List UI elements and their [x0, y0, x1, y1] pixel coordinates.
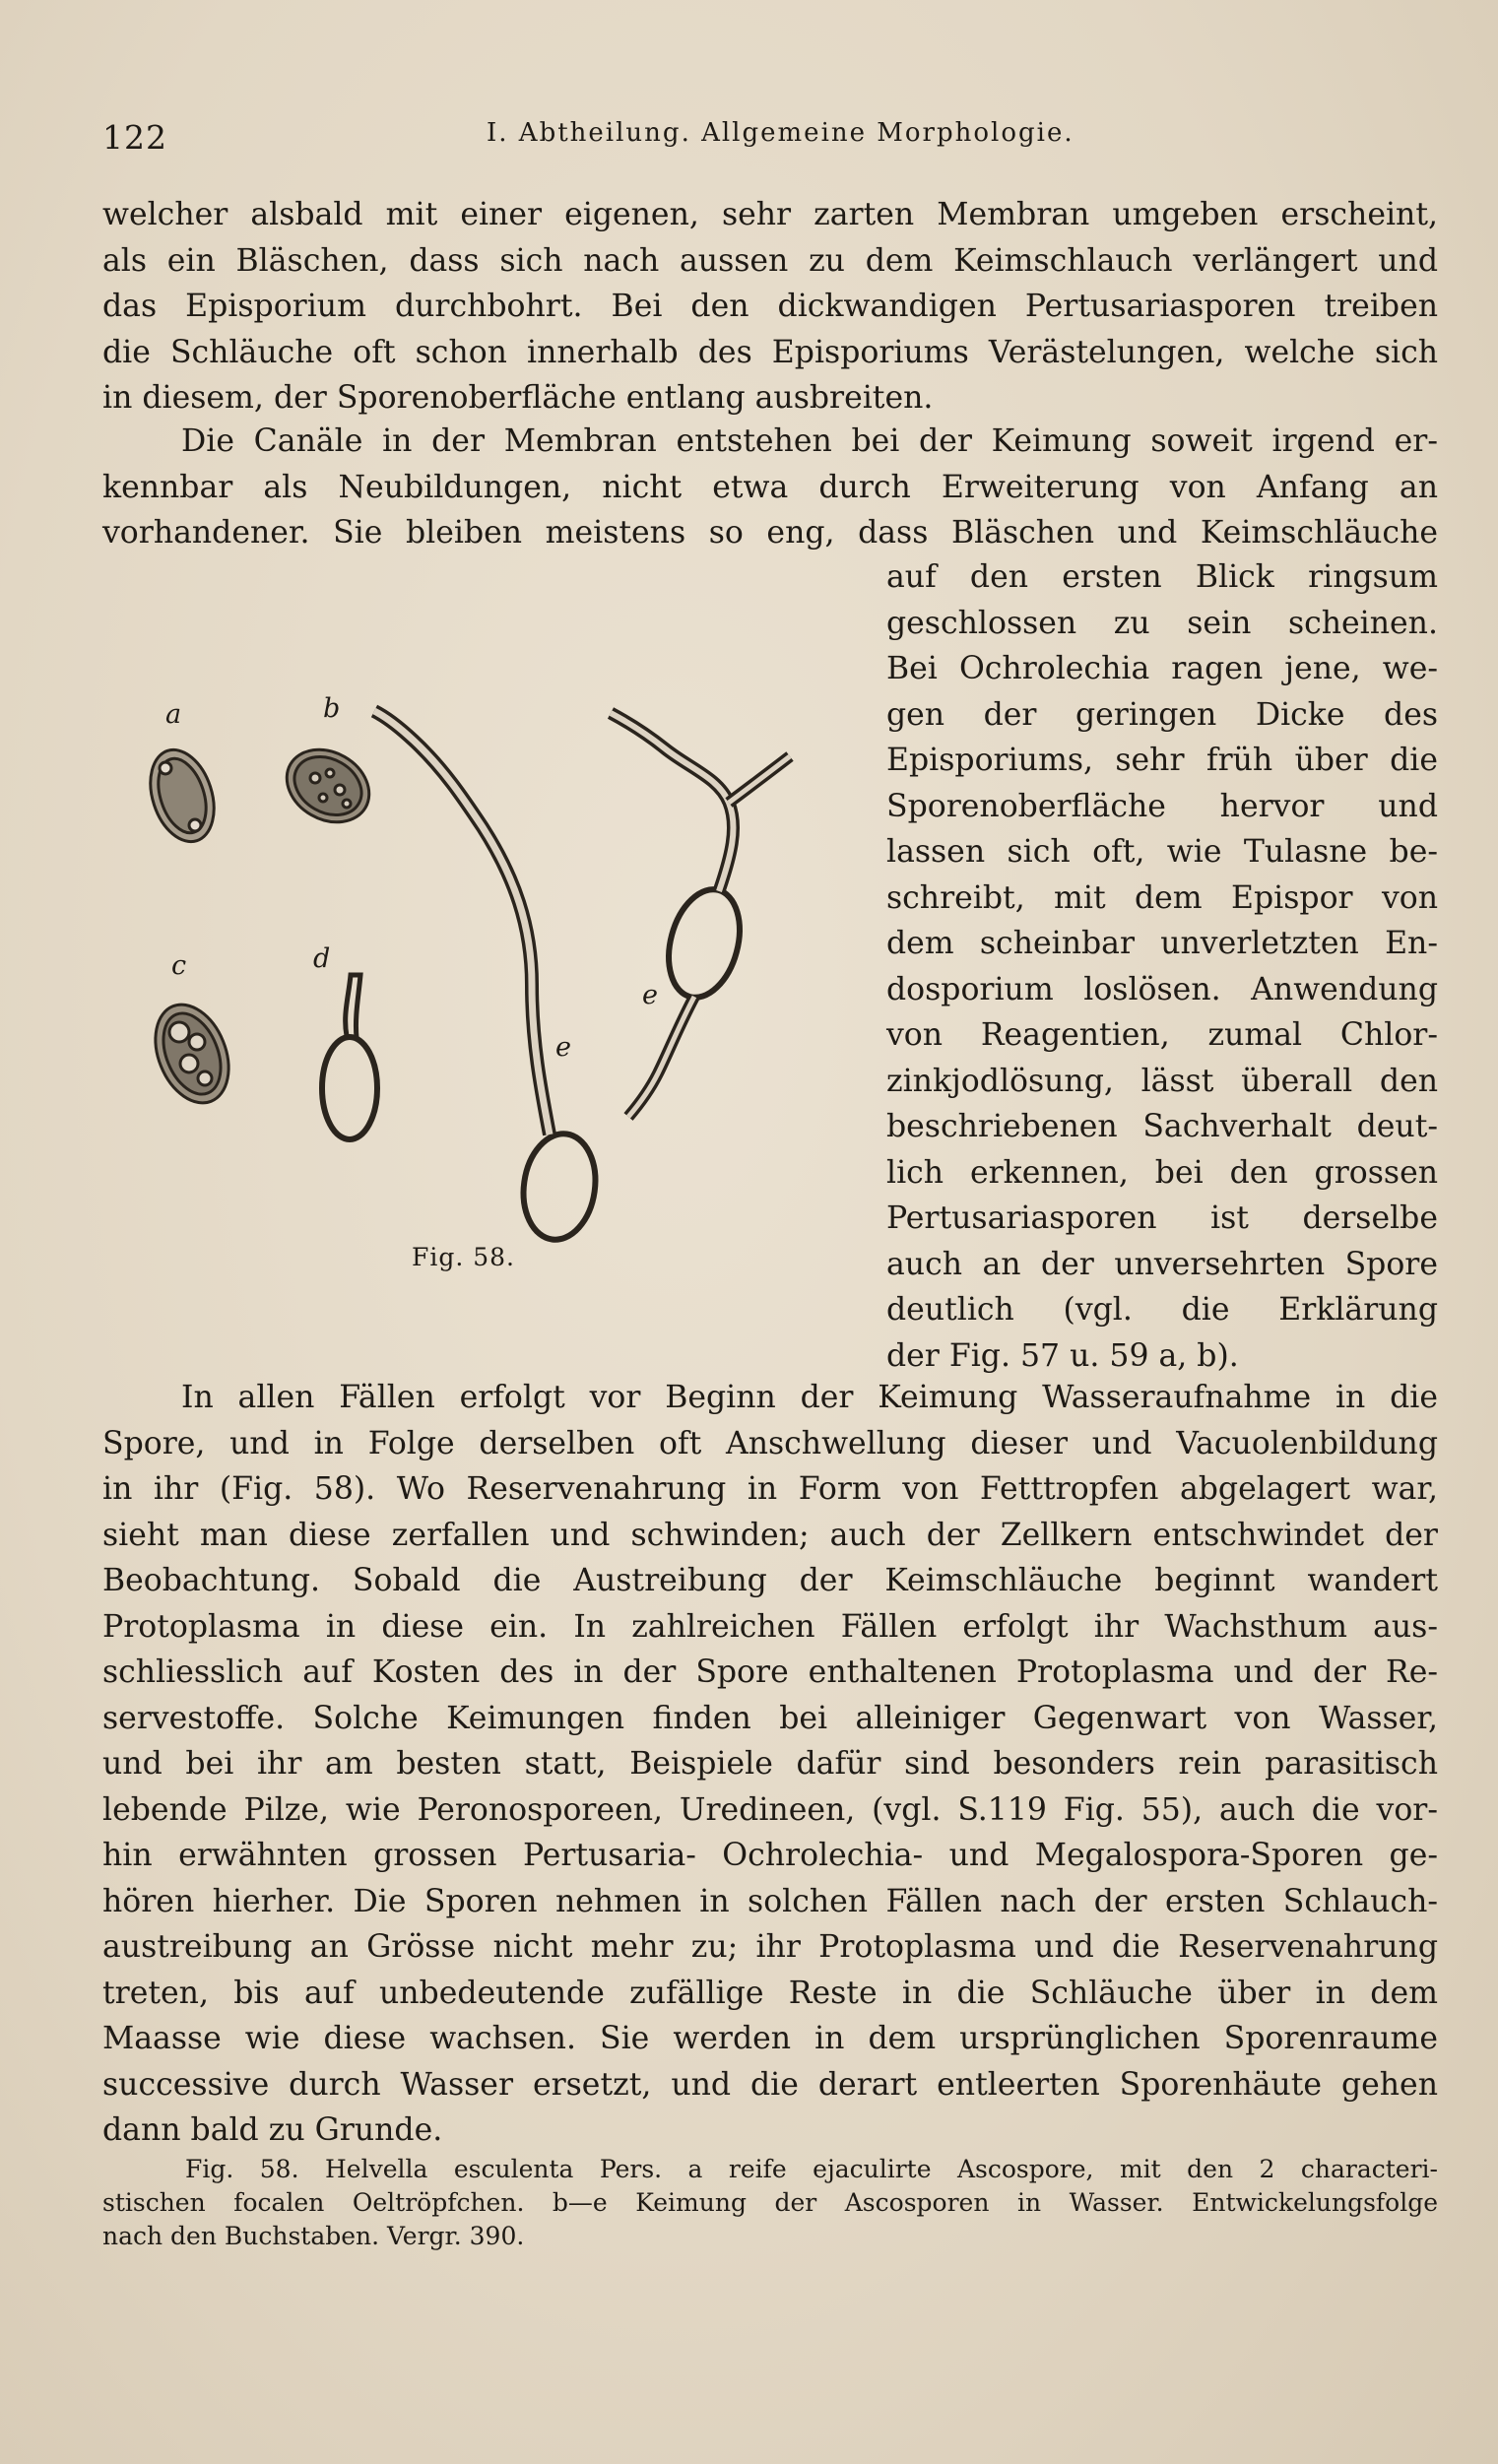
text-line: Maasse wie diese wachsen. Sie werden in dem ursprünglichen Sporenraume	[102, 2021, 1438, 2056]
text-line: als ein Bläschen, dass sich nach aussen zu dem Keimschlauch verlängert und	[102, 242, 1438, 279]
page-header	[102, 110, 1442, 160]
running-head: I. Abtheilung. Allgemeine Morphologie.	[487, 118, 1075, 148]
text-line: Sporenoberfläche hervor und	[886, 788, 1438, 824]
text-line: kennbar als Neubildungen, nicht etwa durch Erweiterung von Anfang an	[102, 469, 1438, 505]
text-line: von Reagentien, zumal Chlor-	[886, 1017, 1438, 1053]
text-line: in ihr (Fig. 58). Wo Reservenahrung in Form von Fetttropfen abgelagert war,	[102, 1471, 1438, 1507]
paragraph-beside-figure	[886, 554, 1438, 1379]
text-line: dem scheinbar unverletzten En-	[886, 926, 1438, 961]
text-line: und bei ihr am besten statt, Beispiele dafür sind besonders rein parasitisch	[102, 1746, 1438, 1782]
figure-letter-b: b	[323, 693, 341, 724]
caption-line: nach den Buchstaben. Vergr. 390.	[102, 2222, 525, 2250]
figure-caption	[102, 2153, 1438, 2253]
text-line: gen der geringen Dicke des	[886, 696, 1438, 733]
text-line: lassen sich oft, wie Tulasne be-	[886, 834, 1438, 870]
text-line: die Schläuche oft schon innerhalb des Episporiums Verästelungen, welche sich	[102, 334, 1438, 370]
text-line: auf den ersten Blick ringsum	[886, 559, 1438, 595]
spore-e-right	[658, 881, 751, 1005]
text-line: geschlossen zu sein scheinen.	[886, 605, 1438, 641]
text-line: auch an der unversehrten Spore	[886, 1246, 1438, 1282]
figure-letter-e: e	[555, 1032, 571, 1063]
text-line: welcher alsbald mit einer eigenen, sehr zarten Membran umgeben erscheint,	[102, 197, 1438, 232]
text-line: Pertusariasporen ist derselbe	[886, 1200, 1438, 1236]
text-line: treten, bis auf unbedeutende zufällige Reste in die Schläuche über in dem	[102, 1975, 1438, 2011]
text-line: der Fig. 57 u. 59 a, b).	[886, 1337, 1239, 1374]
text-line: successive durch Wasser ersetzt, und die derart entleerten Sporenhäute gehen	[102, 2066, 1438, 2103]
figure-58-spore-illustration	[128, 630, 817, 1310]
spore-drawing	[128, 630, 817, 1310]
text-line: Die Canäle in der Membran entstehen bei der Keimung soweit irgend er-	[181, 423, 1438, 459]
text-line: sieht man diese zerfallen und schwinden; auch der Zellkern entschwindet der	[102, 1517, 1438, 1553]
text-line: zinkjodlösung, lässt überall den	[886, 1063, 1438, 1099]
figure-letter-e: e	[642, 980, 658, 1010]
text-line: beschriebenen Sachverhalt deut-	[886, 1109, 1438, 1144]
text-line: vorhandener. Sie bleiben meistens so eng, dass Bläschen und Keimschläuche	[102, 515, 1438, 551]
page-number: 122	[102, 118, 167, 157]
text-line: Protoplasma in diese ein. In zahlreichen Fällen erfolgt ihr Wachsthum aus-	[102, 1608, 1438, 1645]
text-line: hören hierher. Die Sporen nehmen in solchen Fällen nach der ersten Schlauch-	[102, 1883, 1438, 1919]
text-line: schliesslich auf Kosten des in der Spore enthaltenen Protoplasma und der Re-	[102, 1654, 1438, 1690]
paragraph-1	[102, 192, 1438, 421]
text-line: dosporium loslösen. Anwendung	[886, 971, 1438, 1007]
spore-e-middle	[517, 1130, 602, 1245]
caption-line: stischen focalen Oeltröpfchen. b—e Keimung der Ascosporen in Wasser. Entwickelungsfolge	[102, 2188, 1438, 2217]
text-line: Episporiums, sehr früh über die	[886, 743, 1438, 778]
text-line: Spore, und in Folge derselben oft Anschwellung dieser und Vacuolenbildung	[102, 1425, 1438, 1461]
text-line: schreibt, mit dem Epispor von	[886, 879, 1438, 916]
paragraph-3	[102, 1375, 1438, 2154]
figure-letter-a: a	[165, 699, 182, 730]
text-line: Bei Ochrolechia ragen jene, we-	[886, 651, 1438, 686]
text-line: austreibung an Grösse nicht mehr zu; ihr Protoplasma und die Reservenahrung	[102, 1929, 1438, 1965]
text-line: in diesem, der Sporenoberfläche entlang ausbreiten.	[102, 380, 934, 416]
text-line: lebende Pilze, wie Peronosporeen, Uredineen, (vgl. S.119 Fig. 55), auch die vor-	[102, 1791, 1438, 1828]
text-line: lich erkennen, bei den grossen	[886, 1154, 1438, 1191]
text-line: In allen Fällen erfolgt vor Beginn der Keimung Wasseraufnahme in die	[181, 1380, 1438, 1415]
caption-line: Fig. 58. Helvella esculenta Pers. a reife ejaculirte Ascospore, mit den 2 characteri-	[185, 2155, 1438, 2183]
text-line: servestoffe. Solche Keimungen finden bei alleiniger Gegenwart von Wasser,	[102, 1700, 1438, 1736]
text-line: Beobachtung. Sobald die Austreibung der Keimschläuche beginnt wandert	[102, 1563, 1438, 1598]
paragraph-2	[102, 419, 1438, 556]
spore-d	[322, 1037, 377, 1139]
text-line: deutlich (vgl. die Erklärung	[886, 1292, 1438, 1328]
figure-label: Fig. 58.	[412, 1243, 515, 1271]
text-line: das Episporium durchbohrt. Bei den dickwandigen Pertusariasporen treiben	[102, 289, 1438, 324]
text-line: hin erwähnten grossen Pertusaria- Ochrolechia- und Megalospora-Sporen ge-	[102, 1838, 1438, 1873]
figure-letter-c: c	[171, 950, 187, 981]
text-line: dann bald zu Grunde.	[102, 2112, 443, 2148]
figure-letter-d: d	[313, 943, 331, 974]
